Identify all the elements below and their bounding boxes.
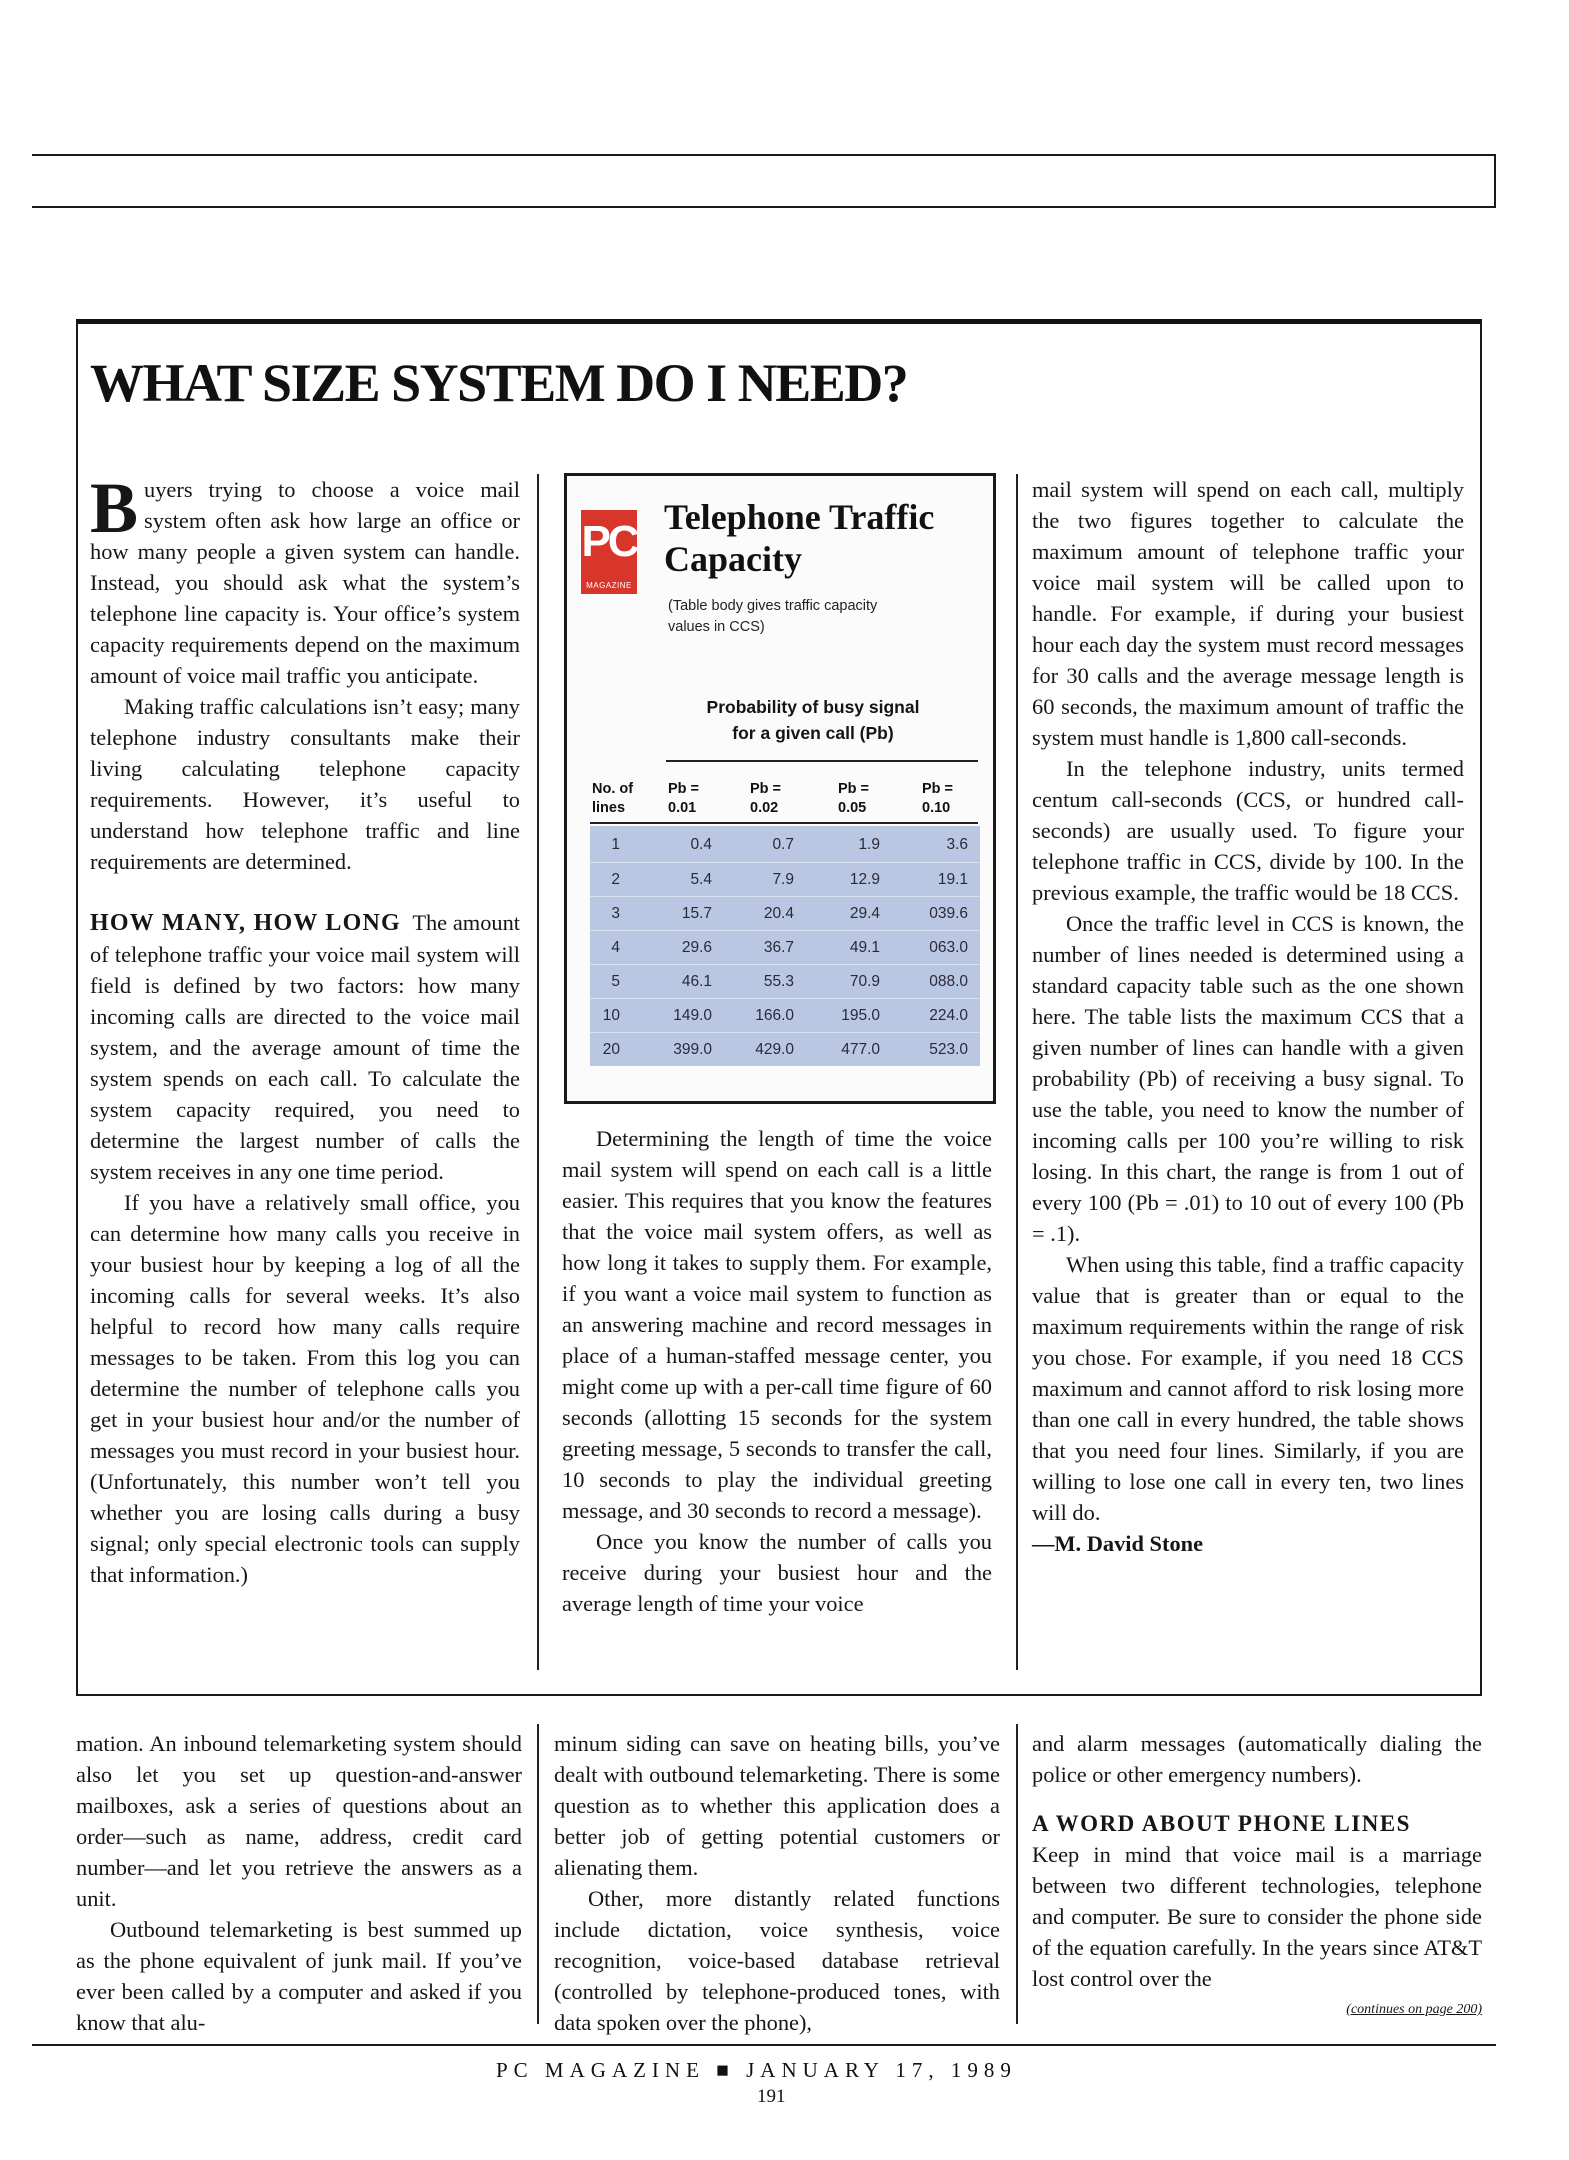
table-cell-ccs: 55.3 [763, 973, 794, 990]
table-cell-ccs: 224.0 [929, 1007, 968, 1024]
table-row [590, 896, 980, 931]
table-cell-ccs: 0.4 [690, 836, 712, 853]
header-rule-right [1494, 154, 1496, 208]
table-cell-ccs: 166.0 [755, 1007, 794, 1024]
main-col2-para-2: Other, more distantly related functions include dictation, voice synthesis, voice recognition, voice-based database retrieval (controlled by telephone-produced tones, with data spoken over the phone), [554, 1886, 1000, 2035]
sidebar-column-3 [1032, 474, 1464, 1559]
sidebar-col3-para-1: mail system will spend on each call, multiply the two figures together to calculate the maximum amount of telephone traffic your voice mail system will be called upon to handle. For example, if during your busiest hour each day the system must record messages for 30 calls and the average message length is 60 seconds, the maximum amount of traffic the system must handle is 1,800 call-seconds. [1032, 477, 1464, 750]
table-cell-ccs: 0.7 [772, 836, 794, 853]
table-cell-ccs: 039.6 [929, 905, 968, 922]
sidebar-column-2 [562, 1123, 992, 1619]
table-cell-lines: 20 [602, 1041, 620, 1058]
table-cell-ccs: 29.4 [849, 905, 880, 922]
header-rule-bottom [32, 206, 1496, 208]
sidebar-headline: WHAT SIZE SYSTEM DO I NEED? [90, 353, 908, 413]
sidebar-col1-para-2: Making traffic calculations isn’t easy; many telephone industry consultants make their living calculating telephone capacity requirements. However, it’s useful to understand how telephone traffic and line requirements are determined. [90, 694, 520, 874]
main-col3-para-2: Keep in mind that voice mail is a marriage between two different technologies, telephone and computer. Be sure to consider the phone side of the equation carefully. In the years since AT&T lost control over the [1032, 1842, 1482, 1991]
table-cell-ccs: 1.9 [858, 836, 880, 853]
main-col2-para-1: minum siding can save on heating bills, you’ve dealt with outbound telemarketing. There is some question as to whether this application does a better job of getting potential customers or alienating them. [554, 1731, 1000, 1880]
footer-rule [32, 2044, 1496, 2046]
footer-magazine-date: PC MAGAZINE ■ JANUARY 17, 1989 [496, 2058, 1017, 2082]
main-col3-subhead: A WORD ABOUT PHONE LINES [1032, 1811, 1411, 1836]
table-cell-ccs: 49.1 [849, 939, 880, 956]
sidebar-subhead: HOW MANY, HOW LONG [90, 910, 401, 936]
table-cell-ccs: 46.1 [681, 973, 712, 990]
main-col1-para-2: Outbound telemarketing is best summed up as the phone equivalent of junk mail. If you’ve ever been called by a computer and asked if you know that alu- [76, 1917, 522, 2035]
table-cell-lines: 2 [611, 871, 620, 888]
table-header-lines: No. of lines [592, 781, 634, 816]
table-cell-ccs: 523.0 [929, 1041, 968, 1058]
table-cell-lines: 1 [611, 836, 620, 853]
sidebar-col3-para-3: Once the traffic level in CCS is known, the number of lines needed is determined using a standard capacity table such as the one shown here. The table lists the maximum CCS that a given number of lines can handle with a given probability (Pb) of receiving a busy signal. To use the table, you need to know the number of incoming calls per 100 you’re willing to risk losing. In this chart, the range is from 1 out of every 100 (Pb = .01) to 10 out of every 100 (Pb = .1). [1032, 911, 1464, 1246]
table-row [590, 1032, 980, 1067]
table-header-pb-002: Pb = 0.02 [750, 781, 782, 816]
table-cell-ccs: 12.9 [849, 871, 880, 888]
main-column-1 [76, 1728, 522, 2038]
sidebar-col1-para-3: HOW MANY, HOW LONG The amount of telephone traffic your voice mail system will field is defined by two factors: how many incoming calls are directed to the voice mail system, and the average amount of time the system spends on each call. To calculate the system capacity required, you need to determine the largest number of calls the system receives in any one time period. [90, 910, 520, 1184]
table-header-pb-005: Pb = 0.05 [838, 781, 870, 816]
sidebar-column-divider-2 [1016, 474, 1018, 1670]
page-number: 191 [757, 2086, 786, 2107]
table-cell-ccs: 477.0 [841, 1041, 880, 1058]
sidebar-col3-para-4: When using this table, find a traffic capacity value that is greater than or equal to the maximum requirements within the range of risk you chose. For example, if you need 18 CCS maximum and cannot afford to risk losing more than one call in every hundred, the table shows that you need four lines. Similarly, if you are willing to lose one call in every ten, two lines will do. [1032, 1252, 1464, 1525]
pc-magazine-logo: PC MAGAZINE [581, 510, 637, 594]
table-cell-ccs: 19.1 [937, 871, 968, 888]
table-cell-ccs: 5.4 [690, 871, 712, 888]
table-header-pb-010: Pb = 0.10 [922, 781, 954, 816]
sidebar-col2-para-2: Once you know the number of calls you receive during your busiest hour and the average length of time your voice [562, 1529, 992, 1616]
table-row [590, 930, 980, 965]
sidebar-column-divider-1 [537, 474, 539, 1670]
continues-on-page-link[interactable]: (continues on page 200) [1346, 2002, 1482, 2017]
table-cell-lines: 3 [611, 905, 620, 922]
table-cell-ccs: 088.0 [929, 973, 968, 990]
table-title: Telephone Traffic Capacity [664, 497, 935, 579]
table-row [590, 998, 980, 1033]
sidebar-col3-para-2: In the telephone industry, units termed centum call-seconds (CCS, or hundred call-seconds) are usually used. To figure your telephone traffic in CCS, divide by 100. In the previous example, the traffic would be 18 CCS. [1032, 756, 1464, 905]
main-column-divider-1 [537, 1724, 539, 2024]
table-cell-ccs: 70.9 [849, 973, 880, 990]
main-col3-para-1: and alarm messages (automatically dialing the police or other emergency numbers). [1032, 1731, 1482, 1787]
sidebar-col1-para-1: Buyers trying to choose a voice mail system often ask how large an office or how many people a given system can handle. Instead, you should ask what the system’s telephone line capacity is. Your office’s system capacity requirements depend on the maximum amount of voice mail traffic you anticipate. [90, 468, 520, 688]
table-header-rule [590, 822, 978, 824]
main-column-3 [1032, 1728, 1482, 2025]
table-cell-ccs: 20.4 [763, 905, 794, 922]
table-cell-lines: 4 [611, 939, 620, 956]
table-cell-ccs: 429.0 [755, 1041, 794, 1058]
table-subtitle: Probability of busy signal for a given call (Pb) [706, 697, 920, 743]
sidebar-col2-para-1: Determining the length of time the voice mail system will spend on each call is a little easier. This requires that you know the features that the voice mail system offers, as well as how long it takes to supply them. For example, if you want a voice mail system to function as an answering machine and record messages in place of a human-staffed message center, you might come up with a per-call time figure of 60 seconds (allotting 15 seconds for the system greeting message, 5 seconds to transfer the call, 10 seconds to play the individual greeting message, and 30 seconds to record a message). [562, 1126, 992, 1523]
table-cell-ccs: 36.7 [763, 939, 794, 956]
table-note: (Table body gives traffic capacity values in CCS) [668, 598, 878, 635]
table-cell-ccs: 15.7 [681, 905, 712, 922]
author-signature: —M. David Stone [1032, 1531, 1204, 1556]
table-cell-ccs: 195.0 [841, 1007, 880, 1024]
table-cell-lines: 10 [602, 1007, 620, 1024]
sidebar-column-1 [90, 468, 520, 1590]
table-header-pb-001: Pb = 0.01 [668, 781, 700, 816]
table-cell-ccs: 149.0 [673, 1007, 712, 1024]
table-row [590, 964, 980, 999]
table-cell-ccs: 7.9 [772, 871, 794, 888]
table-cell-lines: 5 [611, 973, 620, 990]
table-row [590, 828, 980, 862]
table-row [590, 862, 980, 897]
header-rule-top [32, 154, 1496, 156]
sidebar-col1-para-4: If you have a relatively small office, you can determine how many calls you receive in your busiest hour by keeping a log of all the incoming calls for several weeks. It’s also helpful to record how many calls require messages to be taken. From this log you can determine the number of telephone calls you get in your busiest hour and/or the number of messages you must record in your busiest hour. (Unfortunately, this number won’t tell you whether you are losing calls during a busy signal; only special electronic tools can supply that information.) [90, 1190, 520, 1587]
table-cell-ccs: 063.0 [929, 939, 968, 956]
table-cell-ccs: 3.6 [946, 836, 968, 853]
main-col1-para-1: mation. An inbound telemarketing system should also let you set up question-and-answer mailboxes, ask a series of questions about an order—such as name, address, credit card number—and let you retrieve the answers as a unit. [76, 1731, 522, 1911]
table-subtitle-rule [666, 760, 978, 762]
main-column-divider-2 [1016, 1724, 1018, 2024]
table-cell-ccs: 399.0 [673, 1041, 712, 1058]
main-column-2 [554, 1728, 1000, 2038]
table-cell-ccs: 29.6 [681, 939, 712, 956]
drop-cap: B [90, 468, 139, 548]
